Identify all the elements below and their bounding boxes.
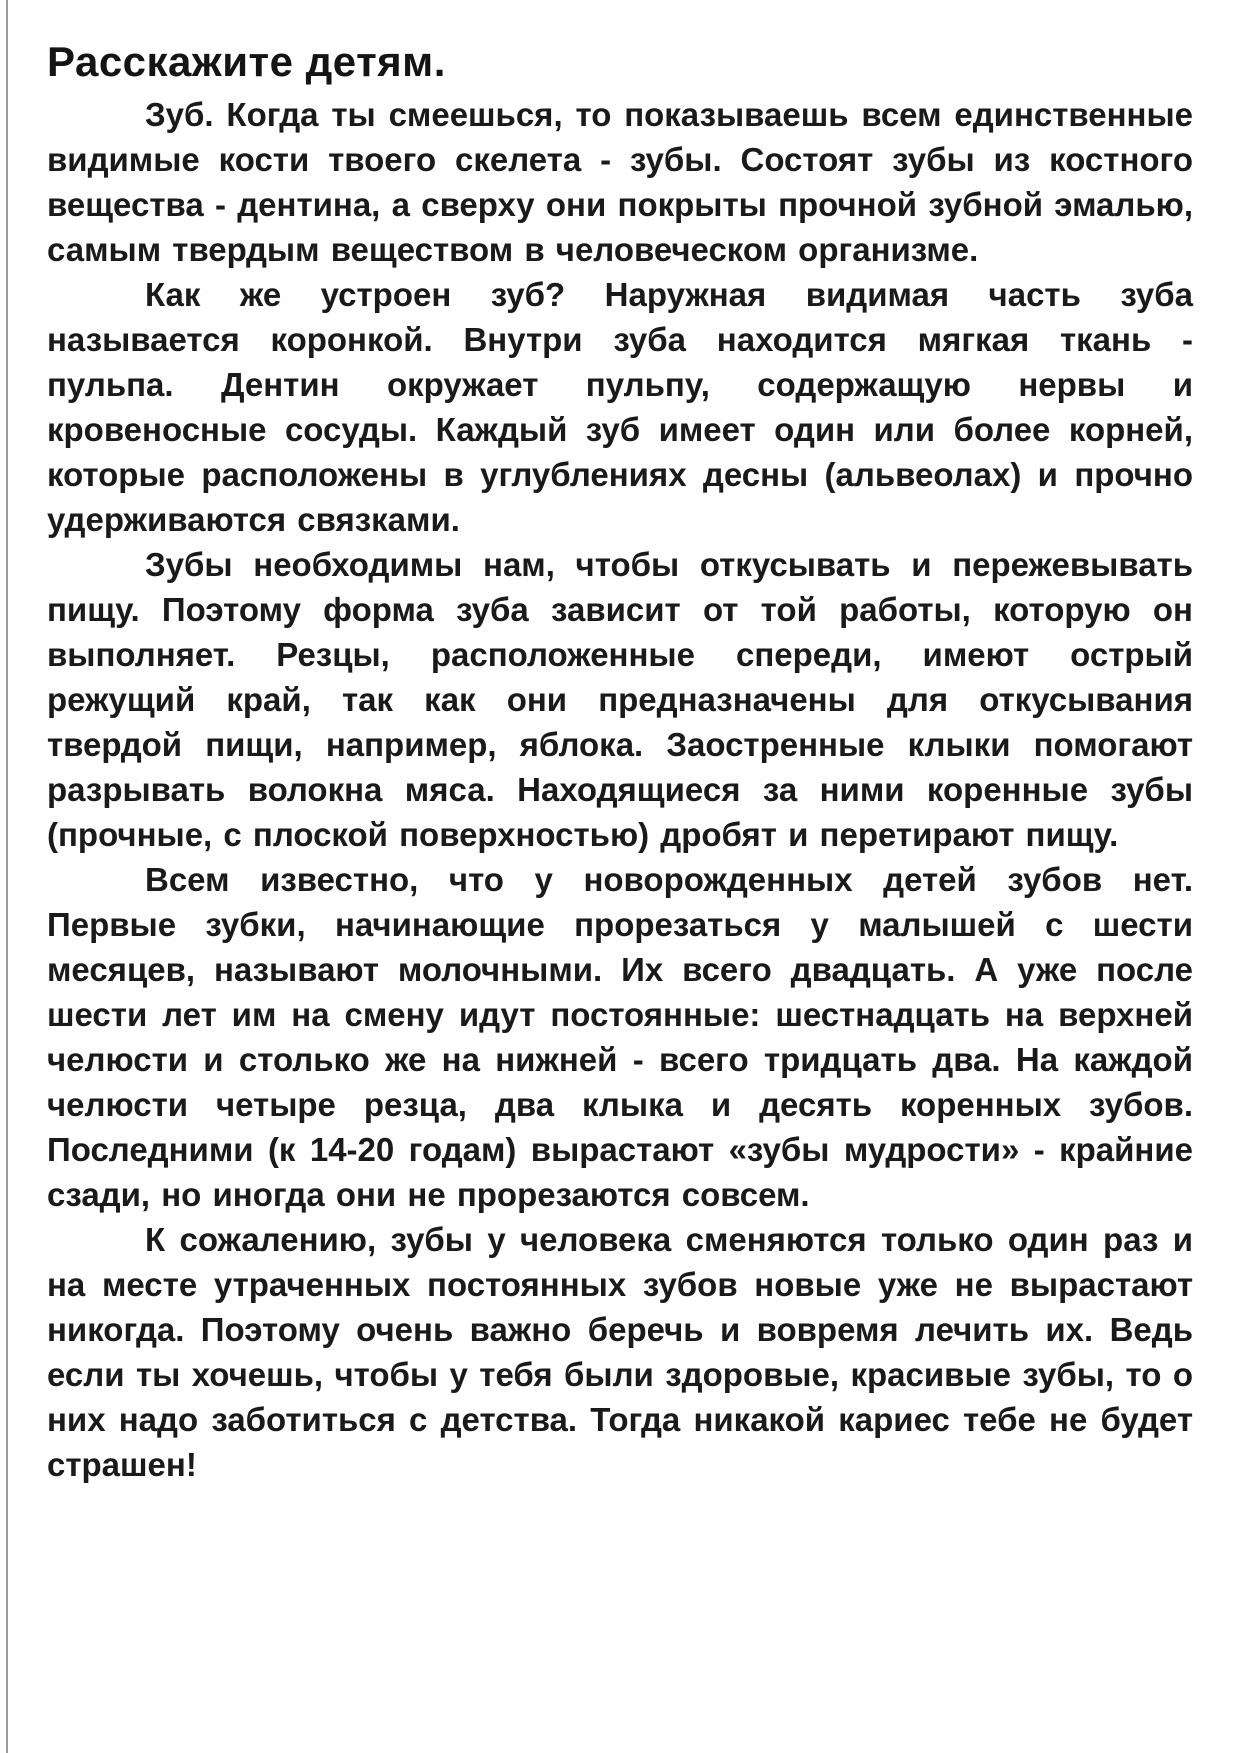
paragraph-tooth-structure: Как же устроен зуб? Наружная видимая часть зуба называется коронкой. Внутри зуба находится мягкая ткань - пульпа. Дентин окружает пульпу, содержащую нервы и кровеносные сосуды. Каждый зуб имеет один или более корней, которые расположены в углублениях десны (альвеолах) и прочно удерживаются связками. (47, 276, 1193, 538)
page-left-edge-line (6, 0, 8, 1753)
paragraph-tooth-intro: Зуб. Когда ты смеешься, то показываешь всем единственные видимые кости твоего скелета - зубы. Состоят зубы из костного вещества - дентина, а сверху они покрыты прочной зубной эмалью, самым твердым веществом в человеческом организме. (47, 96, 1193, 268)
paragraph-tooth-function: Зубы необходимы нам, чтобы откусывать и пережевывать пищу. Поэтому форма зуба зависит от той работы, которую он выполняет. Резцы, расположенные спереди, имеют острый режущий край, так как они предназначены для откусывания твердой пищи, например, яблока. Заостренные клыки помогают разрывать волокна мяса. Находящиеся за ними коренные зубы (прочные, с плоской поверхностью) дробят и перетирают пищу. (47, 546, 1193, 853)
page-content (47, 36, 1193, 1487)
page-title: Расскажите детям. (47, 38, 446, 85)
paragraph-tooth-care: К сожалению, зубы у человека сменяются только один раз и на месте утраченных постоянных зубов новые уже не вырастают никогда. Поэтому очень важно беречь и вовремя лечить их. Ведь если ты хочешь, чтобы у тебя были здоровые, красивые зубы, то о них надо заботиться с детства. Тогда никакой кариес тебе не будет страшен! (47, 1221, 1193, 1483)
paragraph-milk-teeth: Всем известно, что у новорожденных детей зубов нет. Первые зубки, начинающие прорезаться у малышей с шести месяцев, называют молочными. Их всего двадцать. А уже после шести лет им на смену идут постоянные: шестнадцать на верхней челюсти и столько же на нижней - всего тридцать два. На каждой челюсти четыре резца, два клыка и десять коренных зубов. Последними (к 14-20 годам) вырастают «зубы мудрости» - крайние сзади, но иногда они не прорезаются совсем. (47, 861, 1193, 1213)
